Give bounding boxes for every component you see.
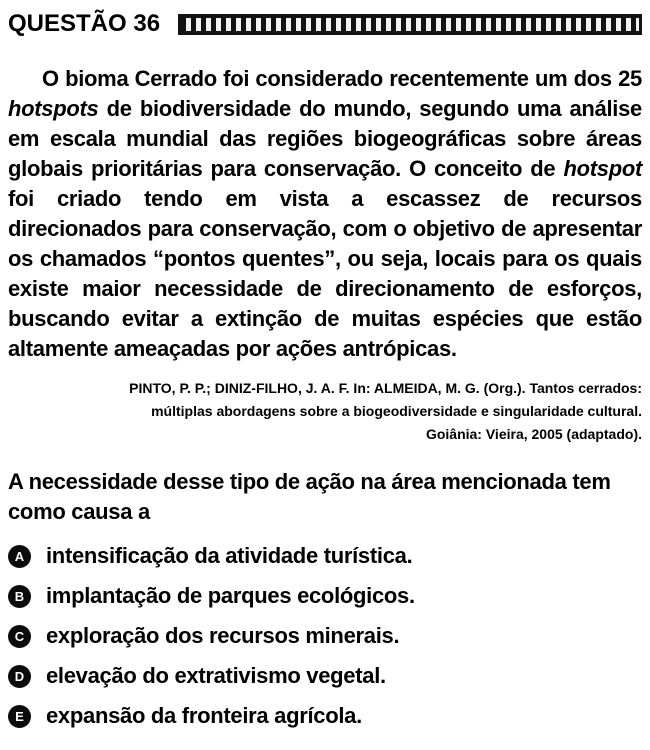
- option-a[interactable]: [8, 544, 642, 568]
- option-b[interactable]: [8, 584, 642, 608]
- option-letter-badge[interactable]: D: [8, 665, 31, 688]
- question-stem: A necessidade desse tipo de ação na área mencionada tem como causa a: [8, 469, 611, 524]
- option-letter-badge[interactable]: B: [8, 585, 31, 608]
- options-list: [8, 544, 642, 728]
- citation-line: PINTO, P. P.; DINIZ-FILHO, J. A. F. In: ALMEIDA, M. G. (Org.). Tantos cerrados:: [129, 380, 642, 396]
- header-divider-bar: [178, 14, 642, 35]
- option-letter-badge[interactable]: C: [8, 625, 31, 648]
- option-letter-badge[interactable]: E: [8, 705, 31, 728]
- option-c[interactable]: [8, 624, 642, 648]
- option-text: intensificação da atividade turística.: [46, 543, 413, 568]
- option-letter-badge[interactable]: A: [8, 545, 31, 568]
- option-d[interactable]: [8, 664, 642, 688]
- option-text: implantação de parques ecológicos.: [46, 583, 415, 608]
- passage-italic-term: hotspots: [8, 96, 99, 121]
- citation-line: Goiânia: Vieira, 2005 (adaptado).: [425, 426, 642, 442]
- option-text: exploração dos recursos minerais.: [46, 623, 400, 648]
- passage-text: de biodiversidade do mundo, segundo uma análise em escala mundial das regiões biogeográficas sobre áreas globais prioritárias para conservação. O conceito de: [8, 96, 642, 181]
- option-text: elevação do extrativismo vegetal.: [46, 663, 386, 688]
- passage-text: O bioma Cerrado foi considerado recentemente um dos 25: [42, 66, 642, 91]
- question-header: [8, 10, 642, 38]
- passage-italic-term: hotspot: [563, 156, 642, 181]
- question-passage: [8, 64, 642, 364]
- passage-text: foi criado tendo em vista a escassez de recursos direcionados para conservação, com o objetivo de apresentar os chamados “pontos quentes”, ou seja, locais para os quais existe maior necessidade de direcionamento de esforços, buscando evitar a extinção de muitas espécies que estão altamente ameaçadas por ações antrópicas.: [8, 186, 642, 361]
- question-title: QUESTÃO 36: [8, 10, 161, 37]
- citation: [8, 377, 642, 446]
- option-e[interactable]: [8, 704, 642, 728]
- citation-line: múltiplas abordagens sobre a biogeodiversidade e singularidade cultural.: [151, 403, 642, 419]
- option-text: expansão da fronteira agrícola.: [46, 703, 362, 728]
